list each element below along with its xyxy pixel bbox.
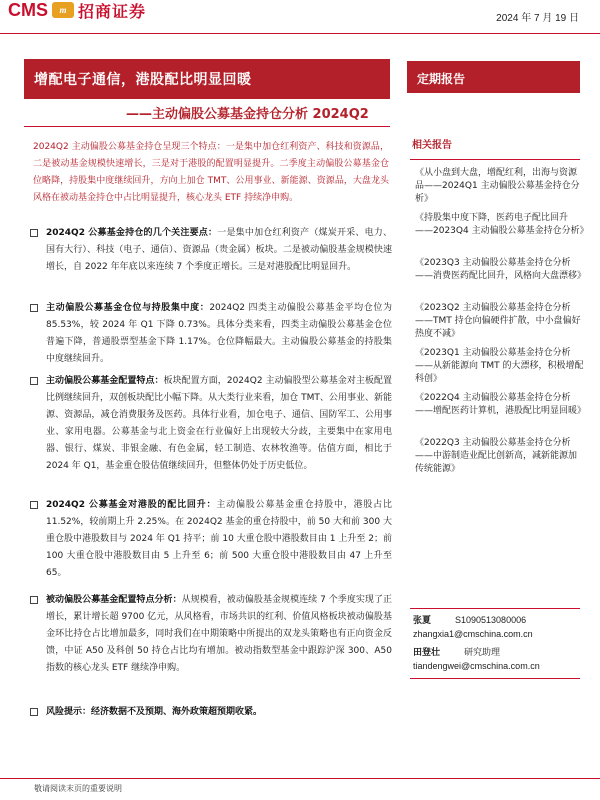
footer-divider [0,778,600,779]
bullet-heading: 主动偏股公募基金配置特点： [46,376,164,386]
bullet-point [30,497,392,582]
analyst-id: S1090513080006 [455,615,527,625]
company-logo [8,0,146,20]
analyst-name: 张夏 [413,616,432,626]
analyst-divider [410,678,580,679]
checkbox-bullet-icon [30,304,38,312]
analyst-name: 田登壮 [413,648,441,658]
analyst-2 [413,645,500,658]
logo-latin: CMS [8,0,48,20]
report-type-badge: 定期报告 [407,61,580,93]
bullet-point [30,225,392,276]
bullet-point [30,373,392,475]
checkbox-bullet-icon [30,708,38,716]
report-subtitle: ——主动偏股公募基金持仓分析 2024Q2 [126,107,369,122]
bullet-text: 从规模看，被动偏股基金规模连续 7 个季度实现了正增长，累计增长超 9700 亿元，从风格看，市场共识的红利、价值风格板块被动偏股基金环比持仓占比增加最多，同时我们在中期策略中所提出的双龙头策略也有正向资金反馈，中证 A50 及科创 50 持仓占比均有增加。被动指数型基金中跟踪沪深 300、A50 指数的核心龙头 ETF 继续净申购。 [46,595,392,673]
title-banner [24,59,390,99]
related-reports-heading: 相关报告 [412,140,452,151]
related-report-link[interactable]: 《2023Q1 主动偏股公募基金持仓分析——从新能源向 TMT 的大漂移，积极增配科创》 [415,348,584,384]
bullet-text: 2024Q2 四类主动偏股公募基金平均仓位为 85.53%，较 2024 年 Q1 下降 0.73%。具体分类来看，四类主动偏股公募基金仓位普遍下降，普通股票型基金下降 1.17%。仓位降幅最大。主动偏股公募基金的持股集中度继续回升。 [46,303,392,364]
related-report-link[interactable]: 《2023Q3 主动偏股公募基金持仓分析——消费医药配比回升，风格向大盘漂移》 [415,258,587,281]
related-report-link[interactable]: 《2023Q2 主动偏股公募基金持仓分析——TMT 持仓向偏硬件扩散，中小盘偏好热度不减》 [415,303,581,339]
related-report-link[interactable]: 《2022Q3 主动偏股公募基金持仓分析——中游制造业配比创新高，减新能源加传统能源》 [415,438,578,474]
checkbox-bullet-icon [30,596,38,604]
checkbox-bullet-icon [30,377,38,385]
analyst-role: 研究助理 [464,647,501,657]
footer-disclaimer: 敬请阅读末页的重要说明 [34,784,122,793]
bullet-point [30,592,392,677]
bullet-heading: 2024Q2 公募基金持仓的几个关注要点： [46,228,218,238]
bullet-point [30,300,392,368]
logo-chinese: 招商证券 [78,1,147,21]
abstract-paragraph: 2024Q2 主动偏股公募基金持仓呈现三个特点：一是集中加仓红利资产、科技和资源品，二是被动基金规模快速增长，三是对于港股的配置明显提升。二季度主动偏股公募基金仓位略降，持股集中度继续回升，方向上加仓 TMT、公用事业、新能源、资源品，大盘龙头风格在被动基金持仓中占比明显提升，核心龙头 ETF 持续净申购。 [33,142,389,203]
analyst-1 [413,613,526,626]
risk-text: 风险提示：经济数据不及预期、海外政策超预期收紧。 [46,707,263,717]
bullet-text: 板块配置方面，2024Q2 主动偏股型公募基金对主板配置比例继续回升，双创板块配比小幅下降。从大类行业来看，加仓 TMT、公用事业、新能源、资源品，减仓消费服务及医药。具体行业看，加仓电子、通信、国防军工、公用事业、家用电器。公募基金与北上资金在行业偏好上出现较大分歧，主要集中在家用电器、银行、煤炭、非银金融、有色金属，轻工制造、农林牧渔等。估值方面，相比于 2024 年 Q1，基金重仓股估值继续回升，但整体仍处于历史低位。 [46,376,392,471]
bullet-heading: 2024Q2 公募基金对港股的配比回升： [46,500,217,510]
bullet-text: 主动偏股公募基金重仓持股中，港股占比 11.52%，较前期上升 2.25%。在 2024Q2 基金的重仓持股中，前 50 大和前 300 大重仓股中港股数目与 2024 年 Q1 持平；前 10 大重仓股中港股数目由 1 上升至 2；前 100 大重仓股中港股数目由 5 上升至 6；前 500 大重仓股中港股数目由 47 上升至 65。 [46,500,392,578]
bullet-heading: 被动偏股公募基金配置特点分析： [46,595,182,605]
analyst-divider [410,608,580,609]
analyst-1-email[interactable]: zhangxia1@cmschina.com.cn [413,629,533,639]
bullet-text: 一是集中加仓红利资产（煤炭开采、电力、国有大行）、科技（电子、通信）、资源品（贵金属）板块。二是被动偏股基金规模快速增长，自 2022 年年底以来连续 7 个季度正增长。三是对港股配比明显回升。 [46,228,392,272]
related-report-link[interactable]: 《持股集中度下降，医药电子配比回升——2023Q4 主动偏股公募基金持仓分析》 [415,213,589,236]
risk-warning [30,704,392,721]
report-title: 增配电子通信，港股配比明显回暖 [34,72,252,88]
report-date: 2024 年 7 月 19 日 [496,13,579,24]
analyst-2-email[interactable]: tiandengwei@cmschina.com.cn [413,661,540,671]
checkbox-bullet-icon [30,501,38,509]
logo-badge-icon: m [52,2,74,18]
related-divider [410,159,580,160]
title-divider [24,126,390,127]
related-report-link[interactable]: 《从小盘到大盘，增配红利，出海与资源品——2024Q1 主动偏股公募基金持仓分析》 [415,168,580,204]
bullet-heading: 主动偏股公募基金仓位与持股集中度： [46,303,210,313]
header-divider [0,33,600,34]
checkbox-bullet-icon [30,229,38,237]
related-report-link[interactable]: 《2022Q4 主动偏股公募基金持仓分析——增配医药计算机，港股配比明显回暖》 [415,393,587,416]
